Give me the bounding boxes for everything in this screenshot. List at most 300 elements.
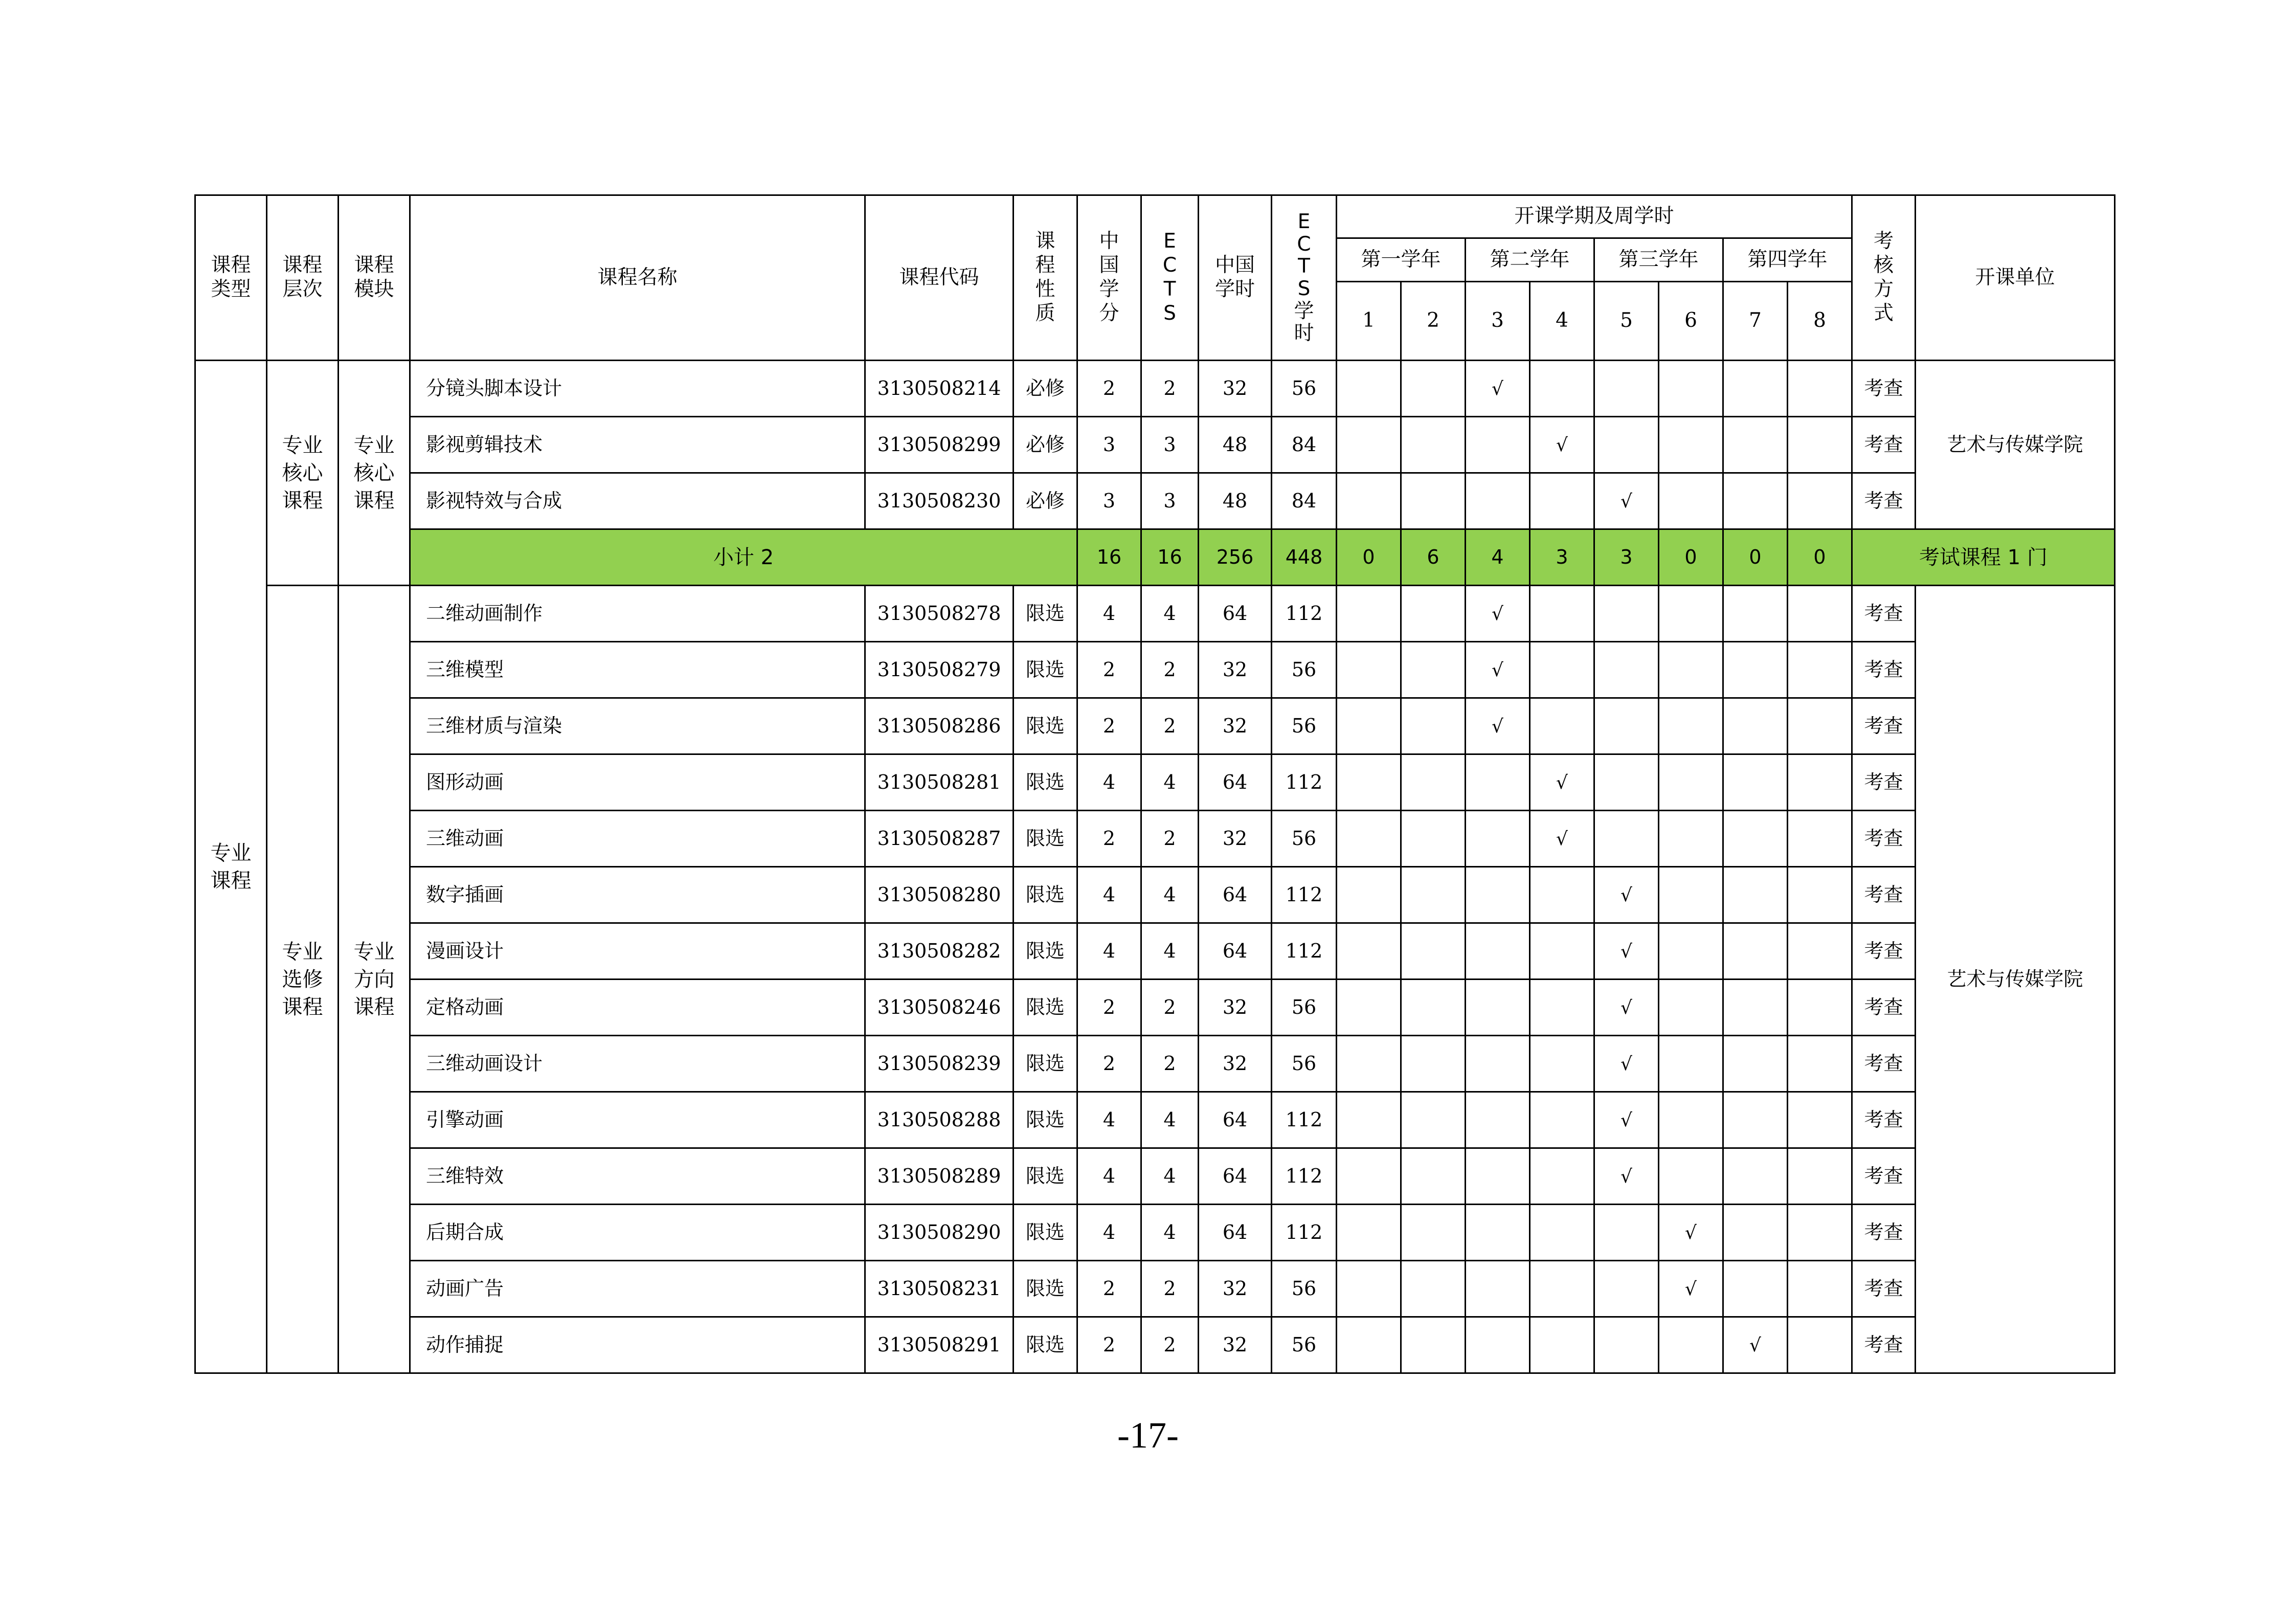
semester-4-cell — [1530, 361, 1594, 417]
course-code-cell: 3130508287 — [865, 811, 1014, 867]
course-name-cell: 定格动画 — [410, 980, 865, 1036]
semester-2-cell — [1401, 473, 1466, 529]
semester-6-cell — [1659, 1317, 1723, 1373]
check-mark: √ — [1620, 1053, 1632, 1075]
cn-hours-cell: 64 — [1199, 754, 1272, 811]
semester-6-cell — [1659, 867, 1723, 923]
check-mark: √ — [1620, 884, 1632, 906]
semester-8-cell — [1788, 473, 1852, 529]
cn-credit-cell: 2 — [1077, 1317, 1141, 1373]
subtotal-ects: 16 — [1141, 529, 1199, 586]
course-code-cell: 3130508288 — [865, 1092, 1014, 1148]
assessment-cell: 考查 — [1852, 698, 1916, 754]
semester-2-cell — [1401, 980, 1466, 1036]
subtotal-note: 考试课程 1 门 — [1852, 529, 2115, 586]
course-nature-cell: 限选 — [1014, 1317, 1077, 1373]
semester-6-cell — [1659, 361, 1723, 417]
semester-5-cell — [1594, 473, 1659, 529]
semester-8-cell — [1788, 1148, 1852, 1205]
semester-6-cell — [1659, 1092, 1723, 1148]
semester-7-cell — [1723, 1036, 1788, 1092]
semester-7-cell — [1723, 1148, 1788, 1205]
semester-1-cell — [1337, 1261, 1401, 1317]
course-nature-cell: 限选 — [1014, 923, 1077, 980]
semester-4-cell — [1530, 1205, 1594, 1261]
ects-cell: 2 — [1141, 1317, 1199, 1373]
cn-credit-cell: 4 — [1077, 923, 1141, 980]
semester-5-cell — [1594, 811, 1659, 867]
assessment-cell: 考查 — [1852, 811, 1916, 867]
semester-7-cell — [1723, 698, 1788, 754]
semester-4-cell — [1530, 698, 1594, 754]
course-code-cell: 3130508280 — [865, 867, 1014, 923]
level-elective: 专业 选修 课程 — [267, 586, 339, 1373]
table-row — [195, 586, 2115, 642]
check-mark: √ — [1620, 1109, 1632, 1131]
course-nature-cell: 限选 — [1014, 754, 1077, 811]
course-nature-cell: 必修 — [1014, 361, 1077, 417]
semester-7-cell — [1723, 1092, 1788, 1148]
check-mark: √ — [1685, 1222, 1697, 1243]
cn-credit-cell: 2 — [1077, 811, 1141, 867]
page-number: -17- — [1117, 1415, 1179, 1456]
course-name-cell: 漫画设计 — [410, 923, 865, 980]
course-name-cell: 分镜头脚本设计 — [410, 361, 865, 417]
semester-4-cell — [1530, 811, 1594, 867]
semester-1-cell — [1337, 1036, 1401, 1092]
semester-6-cell — [1659, 811, 1723, 867]
semester-3-cell — [1466, 473, 1530, 529]
subtotal-semester-1: 0 — [1337, 529, 1401, 586]
semester-5-cell — [1594, 980, 1659, 1036]
cn-hours-cell: 32 — [1199, 361, 1272, 417]
header-year-4: 第四学年 — [1723, 238, 1852, 282]
cn-hours-cell: 64 — [1199, 867, 1272, 923]
semester-5-cell — [1594, 867, 1659, 923]
semester-5-cell — [1594, 642, 1659, 698]
header-course-module: 课程 模块 — [339, 195, 410, 361]
header-semester-8: 8 — [1788, 282, 1852, 361]
semester-4-cell — [1530, 473, 1594, 529]
cn-credit-cell: 4 — [1077, 586, 1141, 642]
course-code-cell: 3130508231 — [865, 1261, 1014, 1317]
semester-4-cell — [1530, 1317, 1594, 1373]
semester-3-cell — [1466, 698, 1530, 754]
ects-cell: 3 — [1141, 473, 1199, 529]
cn-credit-cell: 2 — [1077, 698, 1141, 754]
check-mark: √ — [1492, 378, 1503, 399]
header-cn-credit: 中 国 学 分 — [1077, 195, 1141, 361]
check-mark: √ — [1749, 1334, 1761, 1356]
semester-4-cell — [1530, 1092, 1594, 1148]
course-nature-cell: 限选 — [1014, 1205, 1077, 1261]
semester-1-cell — [1337, 867, 1401, 923]
header-ects-hours: E C T S 学 时 — [1272, 195, 1337, 361]
module-core: 专业 核心 课程 — [339, 361, 410, 586]
semester-7-cell — [1723, 867, 1788, 923]
assessment-cell: 考查 — [1852, 1205, 1916, 1261]
assessment-cell: 考查 — [1852, 586, 1916, 642]
assessment-cell: 考查 — [1852, 754, 1916, 811]
semester-5-cell — [1594, 361, 1659, 417]
cn-hours-cell: 64 — [1199, 1205, 1272, 1261]
semester-1-cell — [1337, 1205, 1401, 1261]
table-row — [195, 923, 2115, 980]
semester-6-cell — [1659, 980, 1723, 1036]
semester-3-cell — [1466, 1261, 1530, 1317]
table-row — [195, 473, 2115, 529]
cn-hours-cell: 32 — [1199, 811, 1272, 867]
course-name-cell: 动作捕捉 — [410, 1317, 865, 1373]
ects-hours-cell: 56 — [1272, 698, 1337, 754]
level-core: 专业 核心 课程 — [267, 361, 339, 586]
semester-4-cell — [1530, 1036, 1594, 1092]
course-code-cell: 3130508282 — [865, 923, 1014, 980]
cn-credit-cell: 2 — [1077, 361, 1141, 417]
course-name-cell: 三维特效 — [410, 1148, 865, 1205]
header-semester-5: 5 — [1594, 282, 1659, 361]
table-row — [195, 642, 2115, 698]
semester-4-cell — [1530, 586, 1594, 642]
semester-2-cell — [1401, 698, 1466, 754]
course-name-cell: 动画广告 — [410, 1261, 865, 1317]
header-course-nature: 课 程 性 质 — [1014, 195, 1077, 361]
semester-2-cell — [1401, 1205, 1466, 1261]
subtotal-semester-5: 3 — [1594, 529, 1659, 586]
ects-cell: 2 — [1141, 980, 1199, 1036]
semester-1-cell — [1337, 642, 1401, 698]
semester-6-cell — [1659, 417, 1723, 473]
check-mark: √ — [1620, 491, 1632, 512]
assessment-cell: 考查 — [1852, 1261, 1916, 1317]
cn-credit-cell: 2 — [1077, 642, 1141, 698]
cn-credit-cell: 3 — [1077, 473, 1141, 529]
ects-hours-cell: 112 — [1272, 1205, 1337, 1261]
header-semester-group: 开课学期及周学时 — [1337, 195, 1852, 238]
cn-credit-cell: 2 — [1077, 980, 1141, 1036]
semester-6-cell — [1659, 586, 1723, 642]
semester-1-cell — [1337, 361, 1401, 417]
semester-2-cell — [1401, 586, 1466, 642]
table-row — [195, 1205, 2115, 1261]
ects-cell: 4 — [1141, 1092, 1199, 1148]
header-semester-4: 4 — [1530, 282, 1594, 361]
semester-1-cell — [1337, 1148, 1401, 1205]
semester-4-cell — [1530, 980, 1594, 1036]
subtotal-semester-2: 6 — [1401, 529, 1466, 586]
semester-5-cell — [1594, 754, 1659, 811]
table-row — [195, 1036, 2115, 1092]
course-nature-cell: 限选 — [1014, 698, 1077, 754]
cn-hours-cell: 32 — [1199, 1317, 1272, 1373]
semester-1-cell — [1337, 586, 1401, 642]
semester-3-cell — [1466, 1317, 1530, 1373]
ects-hours-cell: 112 — [1272, 867, 1337, 923]
course-nature-cell: 限选 — [1014, 980, 1077, 1036]
semester-4-cell — [1530, 642, 1594, 698]
course-nature-cell: 限选 — [1014, 586, 1077, 642]
ects-cell: 3 — [1141, 417, 1199, 473]
semester-7-cell — [1723, 586, 1788, 642]
semester-3-cell — [1466, 1036, 1530, 1092]
header-semester-3: 3 — [1466, 282, 1530, 361]
cn-hours-cell: 64 — [1199, 1092, 1272, 1148]
semester-5-cell — [1594, 586, 1659, 642]
ects-hours-cell: 84 — [1272, 417, 1337, 473]
semester-2-cell — [1401, 811, 1466, 867]
semester-1-cell — [1337, 754, 1401, 811]
table-row — [195, 1092, 2115, 1148]
table-header — [195, 195, 2115, 361]
semester-3-cell — [1466, 923, 1530, 980]
semester-1-cell — [1337, 417, 1401, 473]
cn-credit-cell: 2 — [1077, 1036, 1141, 1092]
semester-1-cell — [1337, 811, 1401, 867]
course-name-cell: 数字插画 — [410, 867, 865, 923]
semester-8-cell — [1788, 1036, 1852, 1092]
semester-2-cell — [1401, 1036, 1466, 1092]
course-code-cell: 3130508291 — [865, 1317, 1014, 1373]
semester-1-cell — [1337, 698, 1401, 754]
course-type-major: 专业 课程 — [195, 361, 267, 1373]
ects-hours-cell: 112 — [1272, 754, 1337, 811]
semester-6-cell — [1659, 698, 1723, 754]
semester-6-cell — [1659, 1148, 1723, 1205]
semester-5-cell — [1594, 1036, 1659, 1092]
semester-3-cell — [1466, 1092, 1530, 1148]
check-mark: √ — [1556, 434, 1568, 456]
course-plan-table — [194, 194, 2115, 1374]
semester-2-cell — [1401, 1092, 1466, 1148]
semester-6-cell — [1659, 1205, 1723, 1261]
cn-credit-cell: 4 — [1077, 1205, 1141, 1261]
ects-cell: 4 — [1141, 754, 1199, 811]
semester-8-cell — [1788, 361, 1852, 417]
ects-cell: 4 — [1141, 923, 1199, 980]
cn-credit-cell: 3 — [1077, 417, 1141, 473]
ects-hours-cell: 112 — [1272, 1092, 1337, 1148]
header-semester-2: 2 — [1401, 282, 1466, 361]
semester-8-cell — [1788, 754, 1852, 811]
assessment-cell: 考查 — [1852, 867, 1916, 923]
semester-5-cell — [1594, 1317, 1659, 1373]
semester-8-cell — [1788, 586, 1852, 642]
cn-hours-cell: 32 — [1199, 980, 1272, 1036]
semester-7-cell — [1723, 1317, 1788, 1373]
ects-hours-cell: 56 — [1272, 980, 1337, 1036]
cn-hours-cell: 32 — [1199, 1036, 1272, 1092]
semester-7-cell — [1723, 361, 1788, 417]
semester-2-cell — [1401, 754, 1466, 811]
table-row — [195, 1148, 2115, 1205]
header-course-type: 课程 类型 — [195, 195, 267, 361]
subtotal-semester-4: 3 — [1530, 529, 1594, 586]
semester-4-cell — [1530, 754, 1594, 811]
semester-7-cell — [1723, 923, 1788, 980]
course-code-cell: 3130508289 — [865, 1148, 1014, 1205]
ects-cell: 2 — [1141, 1036, 1199, 1092]
semester-2-cell — [1401, 923, 1466, 980]
ects-cell: 2 — [1141, 361, 1199, 417]
check-mark: √ — [1685, 1278, 1697, 1300]
subtotal-label: 小计 2 — [410, 529, 1077, 586]
semester-8-cell — [1788, 867, 1852, 923]
course-nature-cell: 限选 — [1014, 811, 1077, 867]
course-nature-cell: 限选 — [1014, 867, 1077, 923]
semester-3-cell — [1466, 867, 1530, 923]
semester-8-cell — [1788, 417, 1852, 473]
cn-credit-cell: 4 — [1077, 867, 1141, 923]
ects-cell: 4 — [1141, 586, 1199, 642]
semester-7-cell — [1723, 473, 1788, 529]
semester-8-cell — [1788, 980, 1852, 1036]
header-semester-6: 6 — [1659, 282, 1723, 361]
semester-7-cell — [1723, 1205, 1788, 1261]
semester-7-cell — [1723, 811, 1788, 867]
semester-4-cell — [1530, 923, 1594, 980]
check-mark: √ — [1620, 997, 1632, 1018]
ects-hours-cell: 56 — [1272, 811, 1337, 867]
header-year-1: 第一学年 — [1337, 238, 1466, 282]
course-code-cell: 3130508239 — [865, 1036, 1014, 1092]
table-row — [195, 811, 2115, 867]
check-mark: √ — [1492, 716, 1503, 737]
cn-hours-cell: 48 — [1199, 473, 1272, 529]
course-name-cell: 影视剪辑技术 — [410, 417, 865, 473]
ects-hours-cell: 56 — [1272, 1036, 1337, 1092]
table-row — [195, 1317, 2115, 1373]
check-mark: √ — [1492, 659, 1503, 681]
semester-3-cell — [1466, 754, 1530, 811]
header-course-level: 课程 层次 — [267, 195, 339, 361]
semester-8-cell — [1788, 1205, 1852, 1261]
cn-hours-cell: 64 — [1199, 586, 1272, 642]
course-name-cell: 影视特效与合成 — [410, 473, 865, 529]
course-name-cell: 三维模型 — [410, 642, 865, 698]
course-name-cell: 引擎动画 — [410, 1092, 865, 1148]
ects-cell: 4 — [1141, 1148, 1199, 1205]
semester-2-cell — [1401, 1148, 1466, 1205]
cn-credit-cell: 4 — [1077, 754, 1141, 811]
cn-hours-cell: 32 — [1199, 642, 1272, 698]
header-ects: E C T S — [1141, 195, 1199, 361]
ects-cell: 4 — [1141, 867, 1199, 923]
header-semester-7: 7 — [1723, 282, 1788, 361]
course-code-cell: 3130508230 — [865, 473, 1014, 529]
cn-credit-cell: 4 — [1077, 1092, 1141, 1148]
table-row — [195, 754, 2115, 811]
semester-8-cell — [1788, 923, 1852, 980]
semester-5-cell — [1594, 698, 1659, 754]
ects-cell: 2 — [1141, 698, 1199, 754]
ects-hours-cell: 84 — [1272, 473, 1337, 529]
assessment-cell: 考查 — [1852, 923, 1916, 980]
ects-hours-cell: 112 — [1272, 586, 1337, 642]
assessment-cell: 考查 — [1852, 1092, 1916, 1148]
header-semester-1: 1 — [1337, 282, 1401, 361]
semester-4-cell — [1530, 417, 1594, 473]
course-code-cell: 3130508299 — [865, 417, 1014, 473]
semester-8-cell — [1788, 698, 1852, 754]
semester-6-cell — [1659, 923, 1723, 980]
subtotal-credit: 16 — [1077, 529, 1141, 586]
assessment-cell: 考查 — [1852, 473, 1916, 529]
semester-6-cell — [1659, 473, 1723, 529]
cn-hours-cell: 32 — [1199, 1261, 1272, 1317]
semester-7-cell — [1723, 754, 1788, 811]
header-assessment: 考 核 方 式 — [1852, 195, 1916, 361]
assessment-cell: 考查 — [1852, 1036, 1916, 1092]
semester-6-cell — [1659, 754, 1723, 811]
course-code-cell: 3130508290 — [865, 1205, 1014, 1261]
course-nature-cell: 限选 — [1014, 642, 1077, 698]
table-row — [195, 980, 2115, 1036]
header-course-code: 课程代码 — [865, 195, 1014, 361]
semester-1-cell — [1337, 473, 1401, 529]
table-row — [195, 867, 2115, 923]
course-nature-cell: 限选 — [1014, 1261, 1077, 1317]
ects-cell: 2 — [1141, 811, 1199, 867]
semester-3-cell — [1466, 811, 1530, 867]
subtotal-semester-3: 4 — [1466, 529, 1530, 586]
table-row — [195, 417, 2115, 473]
ects-hours-cell: 56 — [1272, 642, 1337, 698]
semester-1-cell — [1337, 923, 1401, 980]
ects-cell: 2 — [1141, 642, 1199, 698]
semester-3-cell — [1466, 642, 1530, 698]
semester-8-cell — [1788, 1092, 1852, 1148]
semester-1-cell — [1337, 1317, 1401, 1373]
semester-3-cell — [1466, 586, 1530, 642]
subtotal-row — [195, 529, 2115, 586]
semester-6-cell — [1659, 1036, 1723, 1092]
department-elective: 艺术与传媒学院 — [1916, 586, 2115, 1373]
course-nature-cell: 限选 — [1014, 1092, 1077, 1148]
course-nature-cell: 限选 — [1014, 1148, 1077, 1205]
assessment-cell: 考查 — [1852, 642, 1916, 698]
course-nature-cell: 必修 — [1014, 417, 1077, 473]
semester-8-cell — [1788, 1317, 1852, 1373]
cn-credit-cell: 4 — [1077, 1148, 1141, 1205]
semester-1-cell — [1337, 980, 1401, 1036]
course-code-cell: 3130508286 — [865, 698, 1014, 754]
semester-6-cell — [1659, 642, 1723, 698]
assessment-cell: 考查 — [1852, 980, 1916, 1036]
course-name-cell: 三维动画 — [410, 811, 865, 867]
subtotal-semester-8: 0 — [1788, 529, 1852, 586]
course-name-cell: 二维动画制作 — [410, 586, 865, 642]
assessment-cell: 考查 — [1852, 417, 1916, 473]
header-year-3: 第三学年 — [1594, 238, 1723, 282]
header-cn-hours: 中国 学时 — [1199, 195, 1272, 361]
semester-2-cell — [1401, 1261, 1466, 1317]
cn-hours-cell: 64 — [1199, 923, 1272, 980]
course-code-cell: 3130508281 — [865, 754, 1014, 811]
header-year-2: 第二学年 — [1466, 238, 1594, 282]
header-department: 开课单位 — [1916, 195, 2115, 361]
course-nature-cell: 限选 — [1014, 1036, 1077, 1092]
semester-3-cell — [1466, 417, 1530, 473]
semester-3-cell — [1466, 1205, 1530, 1261]
course-name-cell: 图形动画 — [410, 754, 865, 811]
course-name-cell: 后期合成 — [410, 1205, 865, 1261]
semester-7-cell — [1723, 980, 1788, 1036]
table-row — [195, 361, 2115, 417]
cn-credit-cell: 2 — [1077, 1261, 1141, 1317]
semester-2-cell — [1401, 1317, 1466, 1373]
ects-hours-cell: 112 — [1272, 1148, 1337, 1205]
ects-cell: 4 — [1141, 1205, 1199, 1261]
